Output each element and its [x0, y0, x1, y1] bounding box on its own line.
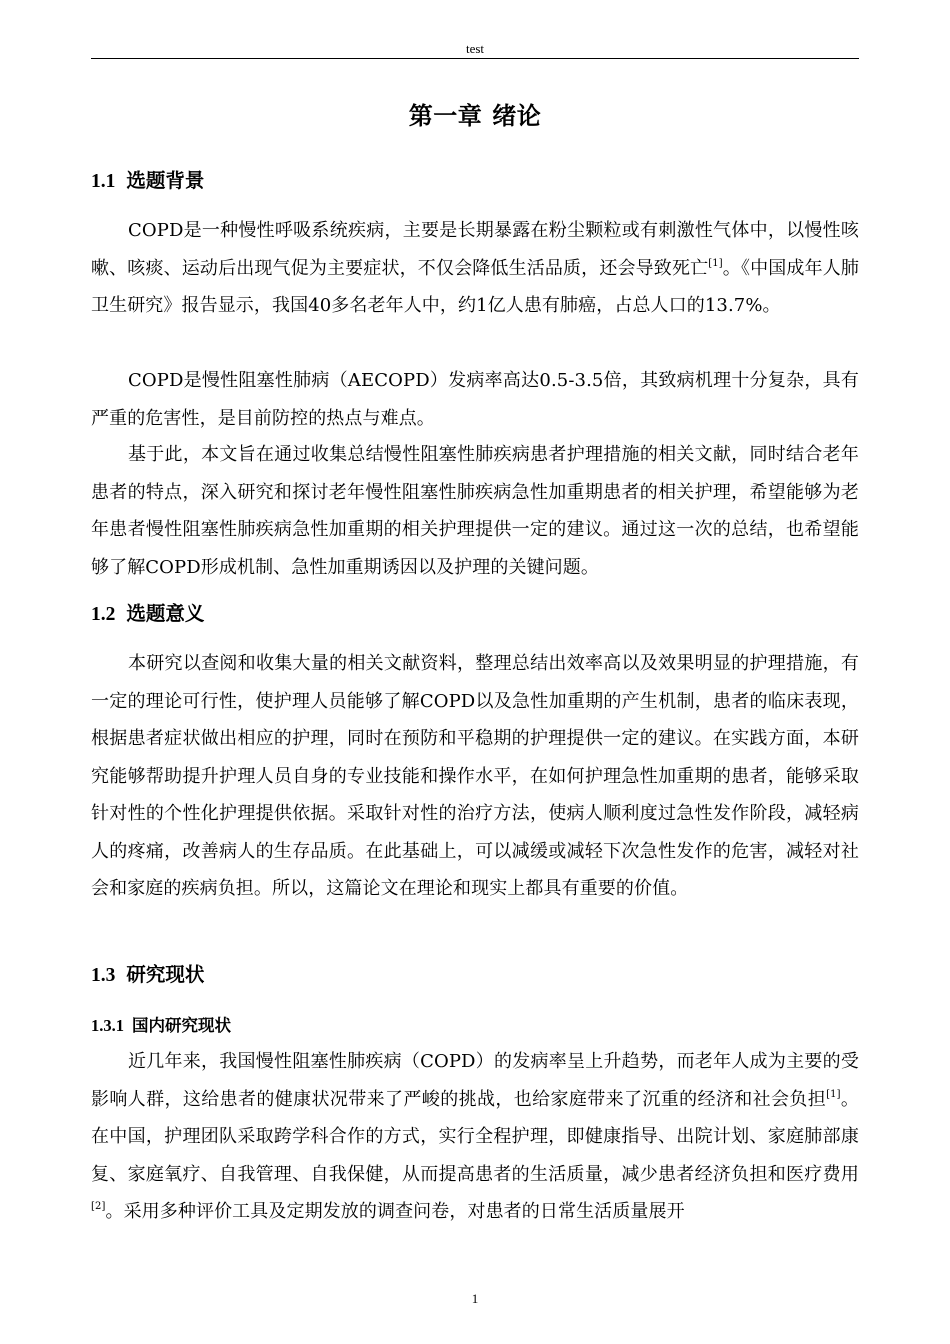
paragraph: 本研究以查阅和收集大量的相关文献资料，整理总结出效率高以及效果明显的护理措施，有一定的理论可行性，使护理人员能够了解COPD以及急性加重期的产生机制，患者的临床表现，根据患者症状做出相应的护理，同时在预防和平稳期的护理提供一定的建议。在实践方面，本研究能够帮助提升护理人员自身的专业技能和操作水平，在如何护理急性加重期的患者，能够采取针对性的个性化护理提供依据。采取针对性的治疗方法，使病人顺利度过急性发作阶段，减轻病人的疼痛，改善病人的生存品质。在此基础上，可以减缓或减轻下次急性发作的危害，减轻对社会和家庭的疾病负担。所以，这篇论文在理论和现实上都具有重要的价值。: [91, 653, 859, 899]
paragraph: COPD是一种慢性呼吸系统疾病，主要是长期暴露在粉尘颗粒或有刺激性气体中，以慢性咳嗽、咳痰、运动后出现气促为主要症状，不仅会降低生活品质，还会导致死亡[1]。《中国成年人肺卫生研究》报告显示，我国40多名老年人中，约1亿人患有肺癌，占总人口的13.7%。: [91, 220, 859, 316]
subsection-title: 国内研究现状: [132, 1016, 231, 1035]
chapter-number: 第一章: [408, 101, 483, 130]
section-number: 1.3: [91, 965, 116, 986]
header-rule: [91, 58, 859, 59]
section-heading: [91, 960, 204, 991]
paragraph: 近几年来，我国慢性阻塞性肺疾病（COPD）的发病率呈上升趋势，而老年人成为主要的受影响人群，这给患者的健康状况带来了严峻的挑战，也给家庭带来了沉重的经济和社会负担[1]。在中国，护理团队采取跨学科合作的方式，实行全程护理，即健康指导、出院计划、家庭肺部康复、家庭氧疗、自我管理、自我保健，从而提高患者的生活质量，减少患者经济负担和医疗费用[2]。采用多种评价工具及定期发放的调查问卷，对患者的日常生活质量展开: [91, 1051, 859, 1222]
section-title: 选题背景: [126, 169, 205, 192]
citation-ref[interactable]: [1]: [826, 1088, 841, 1100]
citation-ref[interactable]: [2]: [91, 1201, 106, 1212]
page-header: test: [465, 41, 485, 56]
subsection-heading: [91, 1013, 231, 1039]
subsection-number: 1.3.1: [91, 1016, 124, 1035]
chapter-title: [91, 98, 859, 134]
section-number: 1.1: [91, 171, 116, 192]
section-title: 研究现状: [126, 963, 205, 986]
paragraph: 基于此，本文旨在通过收集总结慢性阻塞性肺疾病患者护理措施的相关文献，同时结合老年患者的特点，深入研究和探讨老年慢性阻塞性肺疾病急性加重期患者的相关护理，希望能够为老年患者慢性阻塞性肺疾病急性加重期的相关护理提供一定的建议。通过这一次的总结，也希望能够了解COPD形成机制、急性加重期诱因以及护理的关键问题。: [91, 444, 859, 578]
paragraph: COPD是慢性阻塞性肺病（AECOPD）发病率高达0.5-3.5倍，其致病机理十分复杂，具有严重的危害性，是目前防控的热点与难点。: [91, 370, 859, 429]
citation-ref[interactable]: [1]: [708, 257, 723, 269]
section-heading: [91, 599, 204, 630]
chapter-name: 绪论: [492, 101, 542, 130]
section-number: 1.2: [91, 604, 116, 625]
page-number: 1: [471, 1291, 479, 1306]
section-heading: [91, 166, 204, 197]
section-title: 选题意义: [126, 602, 205, 625]
